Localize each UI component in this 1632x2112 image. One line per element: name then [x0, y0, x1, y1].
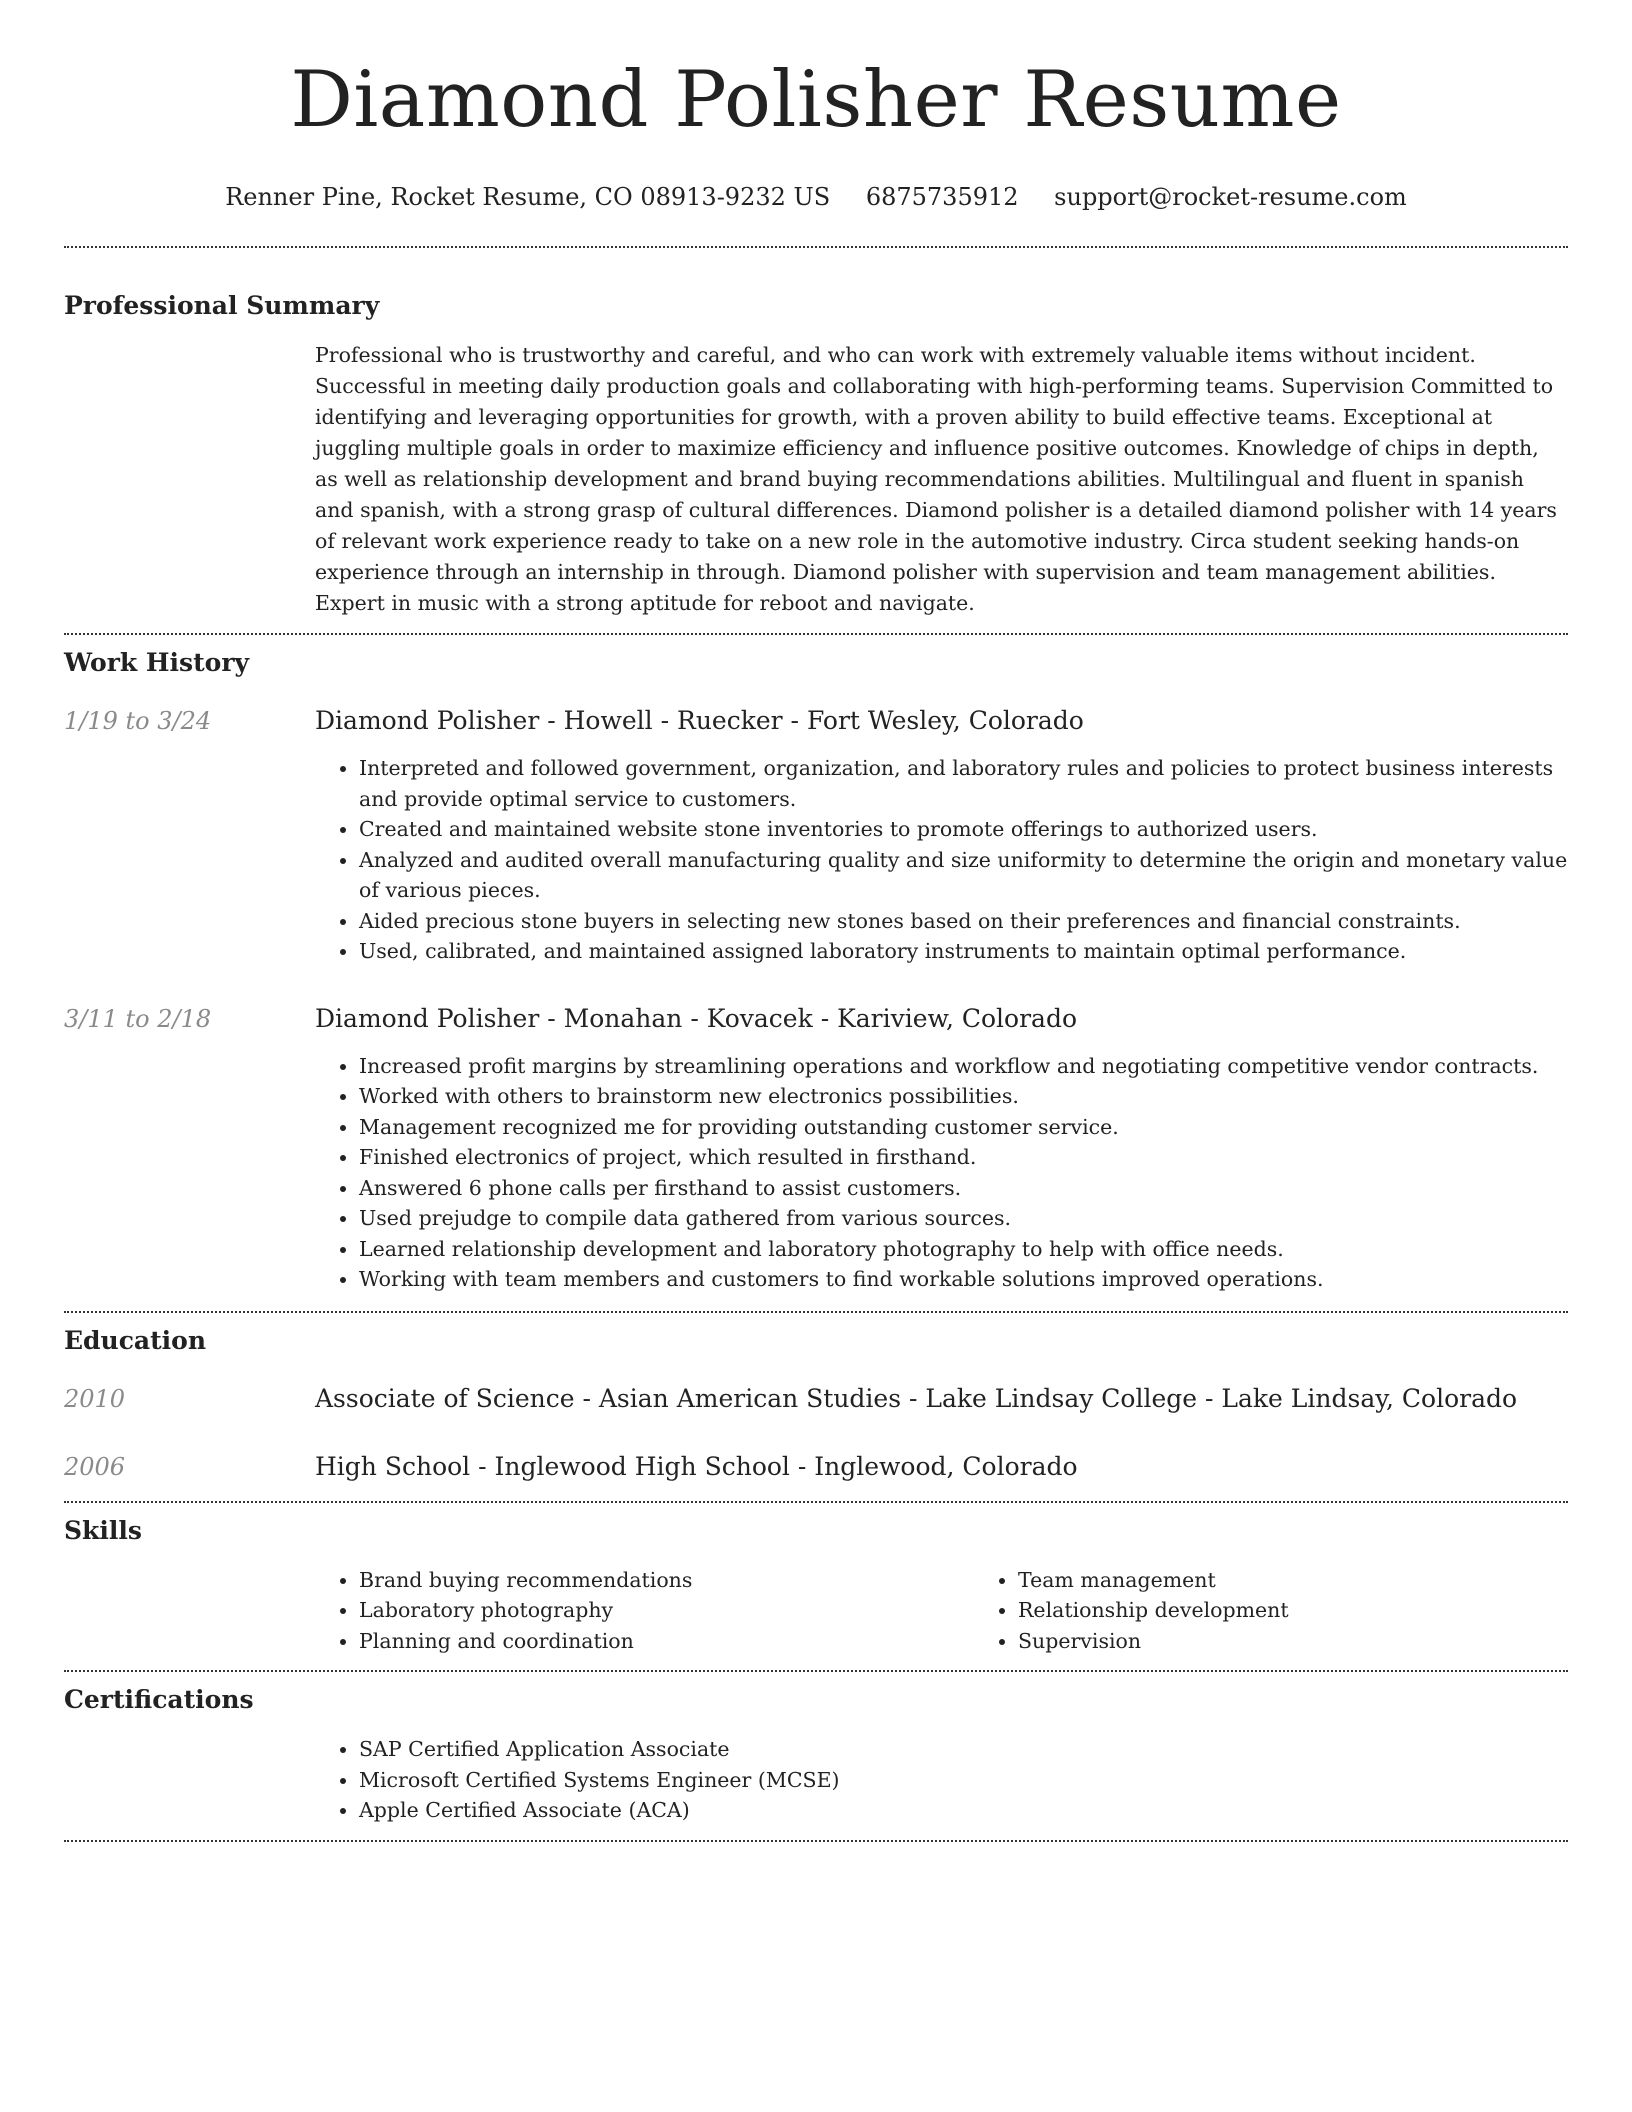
list-item: • Laboratory photography — [359, 1595, 974, 1626]
job-dates: 3/11 to 2/18 — [64, 1004, 212, 1033]
list-item: • Supervision — [1018, 1626, 1632, 1657]
list-item: • Aided precious stone buyers in selecting new stones based on their preferences and financial constraints. — [359, 906, 1568, 937]
certifications-list — [315, 1734, 1568, 1826]
list-item: • Management recognized me for providing outstanding customer service. — [359, 1112, 1568, 1143]
contact-address: Renner Pine, Rocket Resume, CO 08913-9232 US — [225, 183, 831, 211]
education-text: High School - Inglewood High School - Inglewood, Colorado — [315, 1451, 1078, 1481]
education-entry — [64, 1451, 1568, 1483]
contact-phone: 6875735912 — [865, 183, 1019, 211]
skills-section — [64, 1515, 1568, 1657]
summary-heading: Professional Summary — [64, 291, 380, 320]
list-item: • Team management — [1018, 1565, 1632, 1596]
job-entry — [64, 705, 1568, 967]
resume-name: Diamond Polisher Resume — [290, 55, 1342, 145]
education-heading: Education — [64, 1325, 207, 1355]
divider — [64, 246, 1568, 248]
list-item: • Planning and coordination — [359, 1626, 974, 1657]
list-item: • Used, calibrated, and maintained assigned laboratory instruments to maintain optimal performance. — [359, 936, 1568, 967]
education-entry — [64, 1383, 1568, 1415]
education-section — [64, 1325, 1568, 1483]
divider — [64, 1311, 1568, 1313]
work-history-section — [64, 647, 1568, 1295]
job-dates: 1/19 to 3/24 — [64, 707, 212, 735]
skills-list-right — [974, 1565, 1632, 1657]
list-item: • Apple Certified Associate (ACA) — [359, 1795, 1568, 1826]
list-item: • Working with team members and customers to find workable solutions improved operations. — [359, 1264, 1568, 1295]
list-item: • Increased profit margins by streamlining operations and workflow and negotiating competitive vendor contracts. — [359, 1051, 1568, 1082]
list-item: • Finished electronics of project, which resulted in firsthand. — [359, 1142, 1568, 1173]
list-item: • Interpreted and followed government, organization, and laboratory rules and policies to protect business interests and provide optimal service to customers. — [359, 753, 1568, 814]
list-item: • Brand buying recommendations — [359, 1565, 974, 1596]
divider — [64, 1840, 1568, 1842]
job-bullets — [315, 1051, 1568, 1295]
contact-email: support@rocket-resume.com — [1054, 183, 1407, 211]
list-item: • Learned relationship development and laboratory photography to help with office needs. — [359, 1234, 1568, 1265]
certifications-section — [64, 1684, 1568, 1826]
contact-line — [64, 182, 1568, 212]
job-title: Diamond Polisher - Monahan - Kovacek - Kariview, Colorado — [315, 1003, 1077, 1033]
list-item: • Answered 6 phone calls per firsthand to assist customers. — [359, 1173, 1568, 1204]
list-item: • Relationship development — [1018, 1595, 1632, 1626]
education-year: 2006 — [64, 1452, 126, 1481]
divider — [64, 633, 1568, 635]
list-item: • SAP Certified Application Associate — [359, 1734, 1568, 1765]
list-item: • Microsoft Certified Systems Engineer (MCSE) — [359, 1765, 1568, 1796]
certifications-heading: Certifications — [64, 1685, 254, 1714]
education-year: 2010 — [64, 1384, 126, 1413]
job-entry — [64, 1003, 1568, 1295]
education-text: Associate of Science - Asian American Studies - Lake Lindsay College - Lake Lindsay, Colorado — [315, 1383, 1518, 1413]
job-title: Diamond Polisher - Howell - Ruecker - Fort Wesley, Colorado — [315, 706, 1084, 735]
list-item: • Used prejudge to compile data gathered from various sources. — [359, 1203, 1568, 1234]
skills-heading: Skills — [64, 1515, 142, 1545]
divider — [64, 1670, 1568, 1672]
skills-list-left — [315, 1565, 974, 1657]
divider — [64, 1501, 1568, 1503]
summary-text: Professional who is trustworthy and careful, and who can work with extremely valuable items without incident. Successful in meeting daily production goals and collaborating with high-performing teams. Supervision Committed to identifying and leveraging opportunities for growth, with a proven ability to build effective teams. Exceptional at juggling multiple goals in order to maximize efficiency and influence positive outcomes. Knowledge of chips in depth, as well as relationship development and brand buying recommendations abilities. Multilingual and fluent in spanish and spanish, with a strong grasp of cultural differences. Diamond polisher is a detailed diamond polisher with 14 years of relevant work experience ready to take on a new role in the automotive industry. Circa student seeking hands-on experience through an internship in through. Diamond polisher with supervision and team management abilities. Expert in music with a strong aptitude for reboot and navigate. — [315, 343, 1557, 615]
list-item: • Created and maintained website stone inventories to promote offerings to authorized users. — [359, 814, 1568, 845]
job-bullets — [315, 753, 1568, 967]
summary-section — [64, 290, 1568, 619]
work-history-heading: Work History — [64, 648, 250, 677]
list-item: • Worked with others to brainstorm new electronics possibilities. — [359, 1081, 1568, 1112]
list-item: • Analyzed and audited overall manufacturing quality and size uniformity to determine the origin and monetary value of various pieces. — [359, 845, 1568, 906]
